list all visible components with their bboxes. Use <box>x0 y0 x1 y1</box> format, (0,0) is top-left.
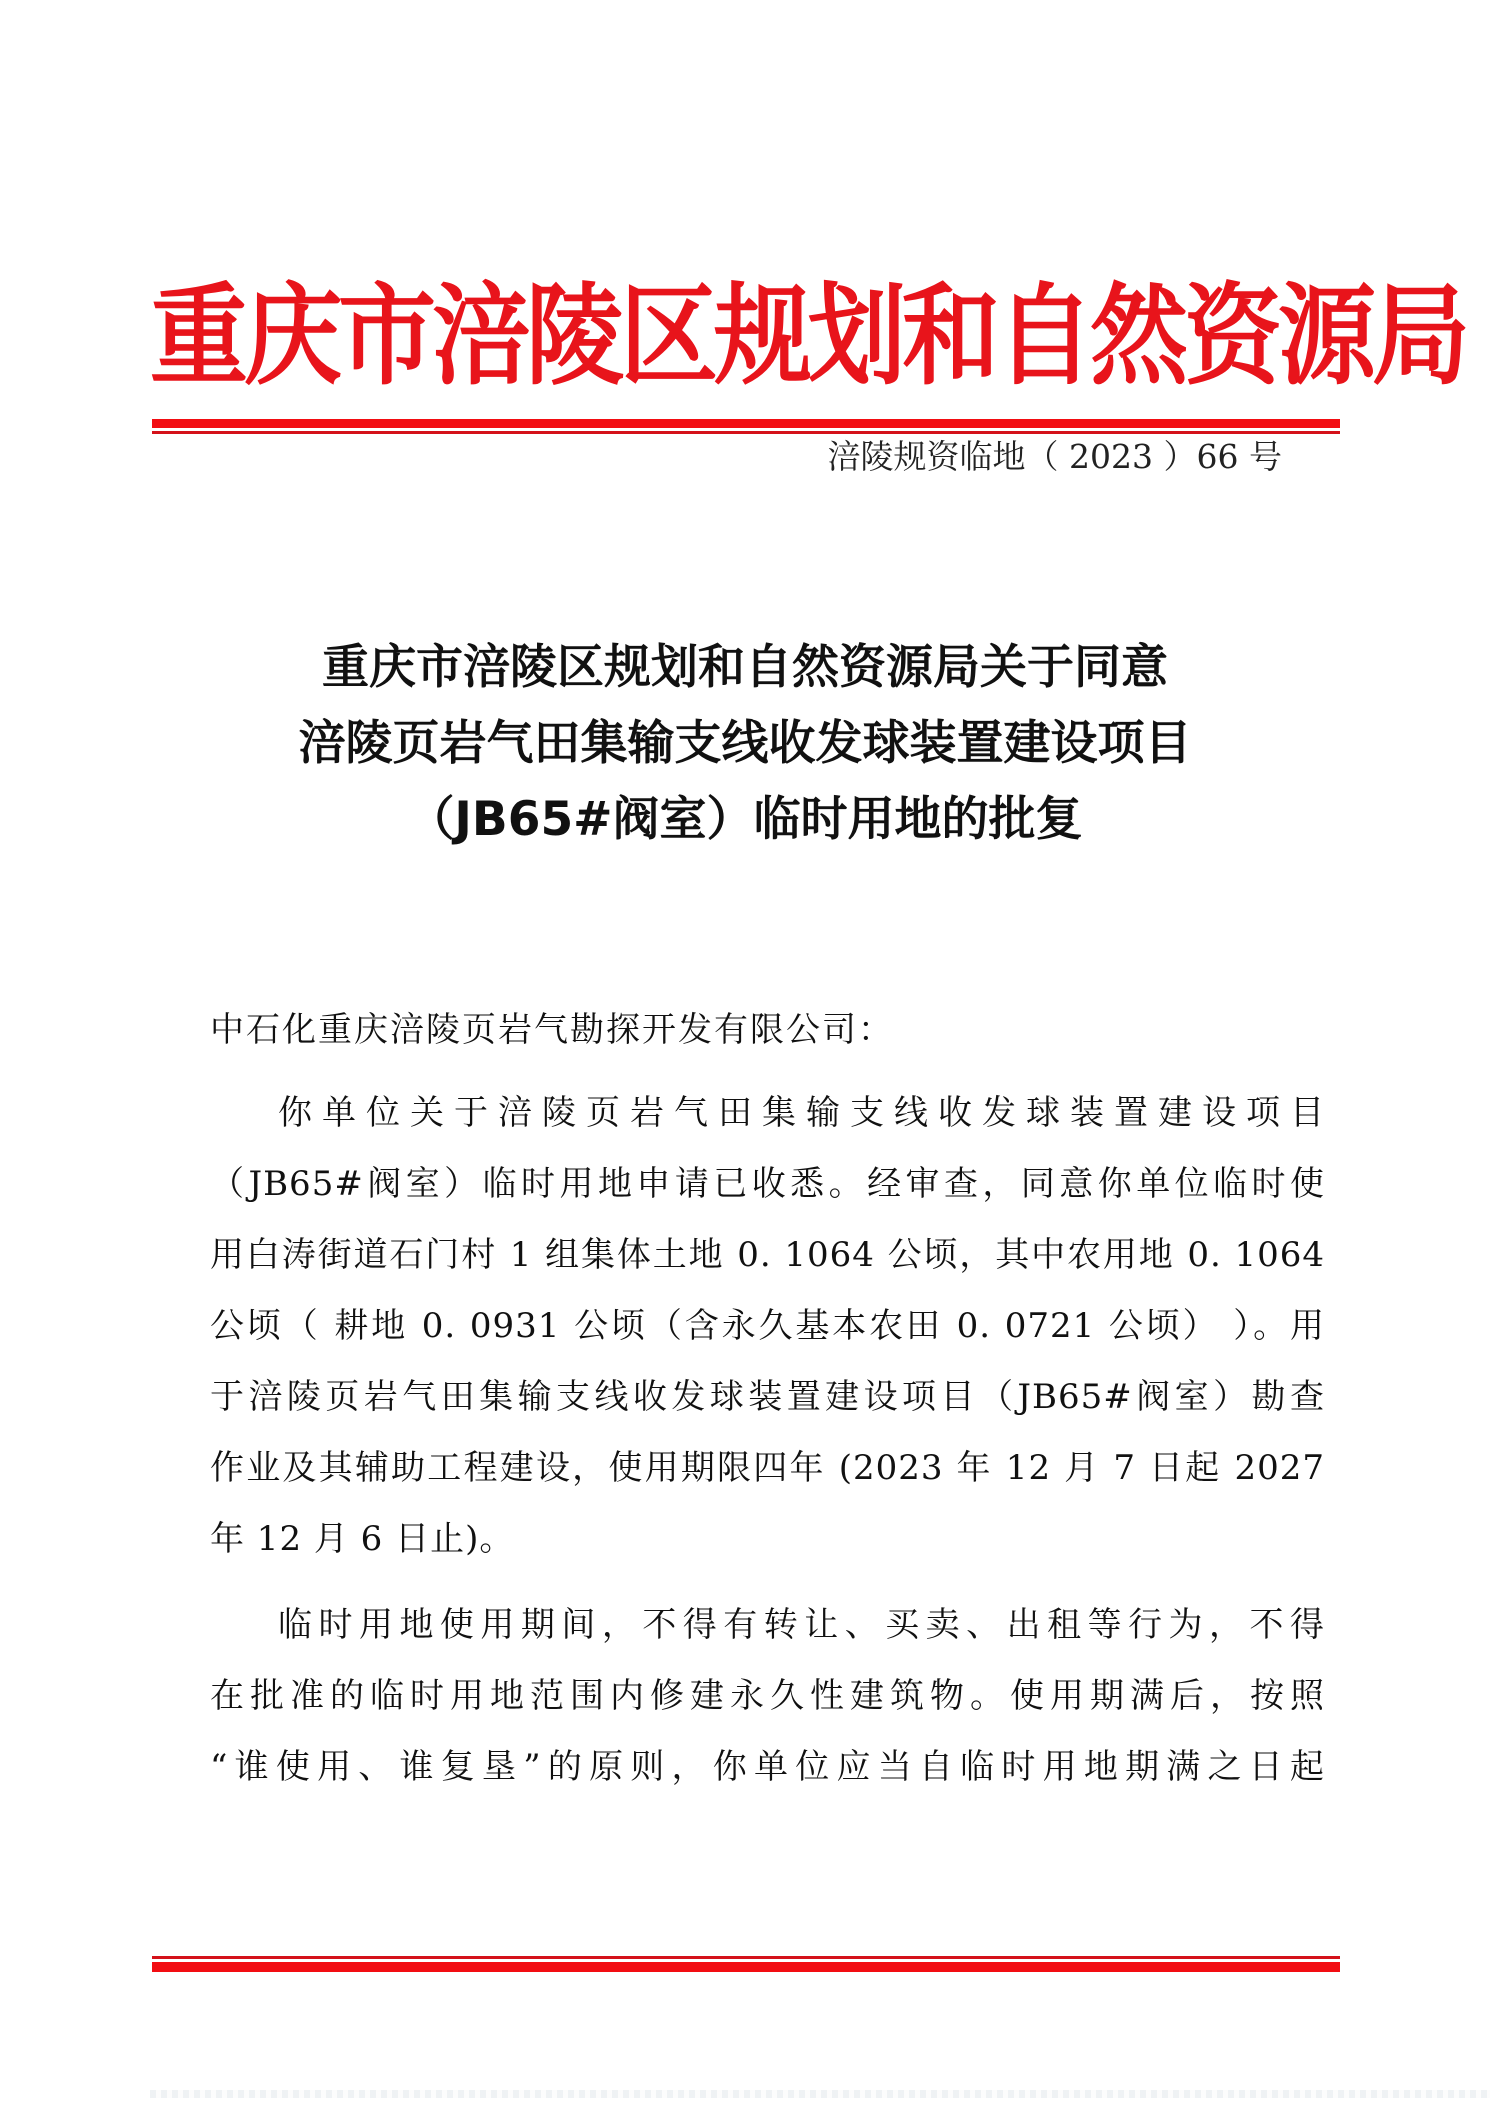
paragraph-line: “谁使用、谁复垦”的原则，你单位应当自临时用地期满之日起 <box>210 1747 1325 1787</box>
document-number: 涪陵规资临地（ 2023 ）66 号 <box>827 437 1282 476</box>
paragraph-line: 在批准的临时用地范围内修建永久性建筑物。使用期满后，按照 <box>210 1676 1325 1716</box>
body-paragraph-1 <box>210 1078 1325 1575</box>
paragraph-line: 公顷（ 耕地 0. 0931 公顷（含永久基本农田 0. 0721 公顷） ）。用 <box>210 1306 1325 1346</box>
title-line: 涪陵页岩气田集输支线收发球装置建设项目 <box>298 716 1192 771</box>
footer-rule-thin <box>152 1956 1340 1959</box>
paragraph-line: 年 12 月 6 日止)。 <box>210 1519 515 1559</box>
paragraph-line: 于涪陵页岩气田集输支线收发球装置建设项目（JB65#阀室）勘查 <box>210 1377 1325 1417</box>
paragraph-line: 作业及其辅助工程建设，使用期限四年 (2023 年 12 月 7 日起 2027 <box>210 1448 1325 1488</box>
title-line: 重庆市涪陵区规划和自然资源局关于同意 <box>322 640 1168 695</box>
paragraph-line: 用白涛街道石门村 1 组集体土地 0. 1064 公顷，其中农用地 0. 1064 <box>210 1235 1325 1275</box>
paragraph-line: 你单位关于涪陵页岩气田集输支线收发球装置建设项目 <box>278 1093 1325 1133</box>
body-paragraph-2 <box>210 1590 1325 1803</box>
addressee: 中石化重庆涪陵页岩气勘探开发有限公司： <box>210 1010 894 1050</box>
paragraph-line: （JB65#阀室）临时用地申请已收悉。经审查，同意你单位临时使 <box>210 1164 1325 1204</box>
footer-rule-thick <box>152 1962 1340 1972</box>
masthead-rule-thick <box>152 419 1340 428</box>
agency-masthead: 重庆市涪陵区规划和自然资源局 <box>150 273 1467 401</box>
paragraph-line: 临时用地使用期间，不得有转让、买卖、出租等行为，不得 <box>278 1605 1325 1645</box>
title-line: （JB65#阀室）临时用地的批复 <box>407 792 1083 847</box>
scan-artifact <box>150 2090 1490 2098</box>
document-title <box>150 630 1340 858</box>
